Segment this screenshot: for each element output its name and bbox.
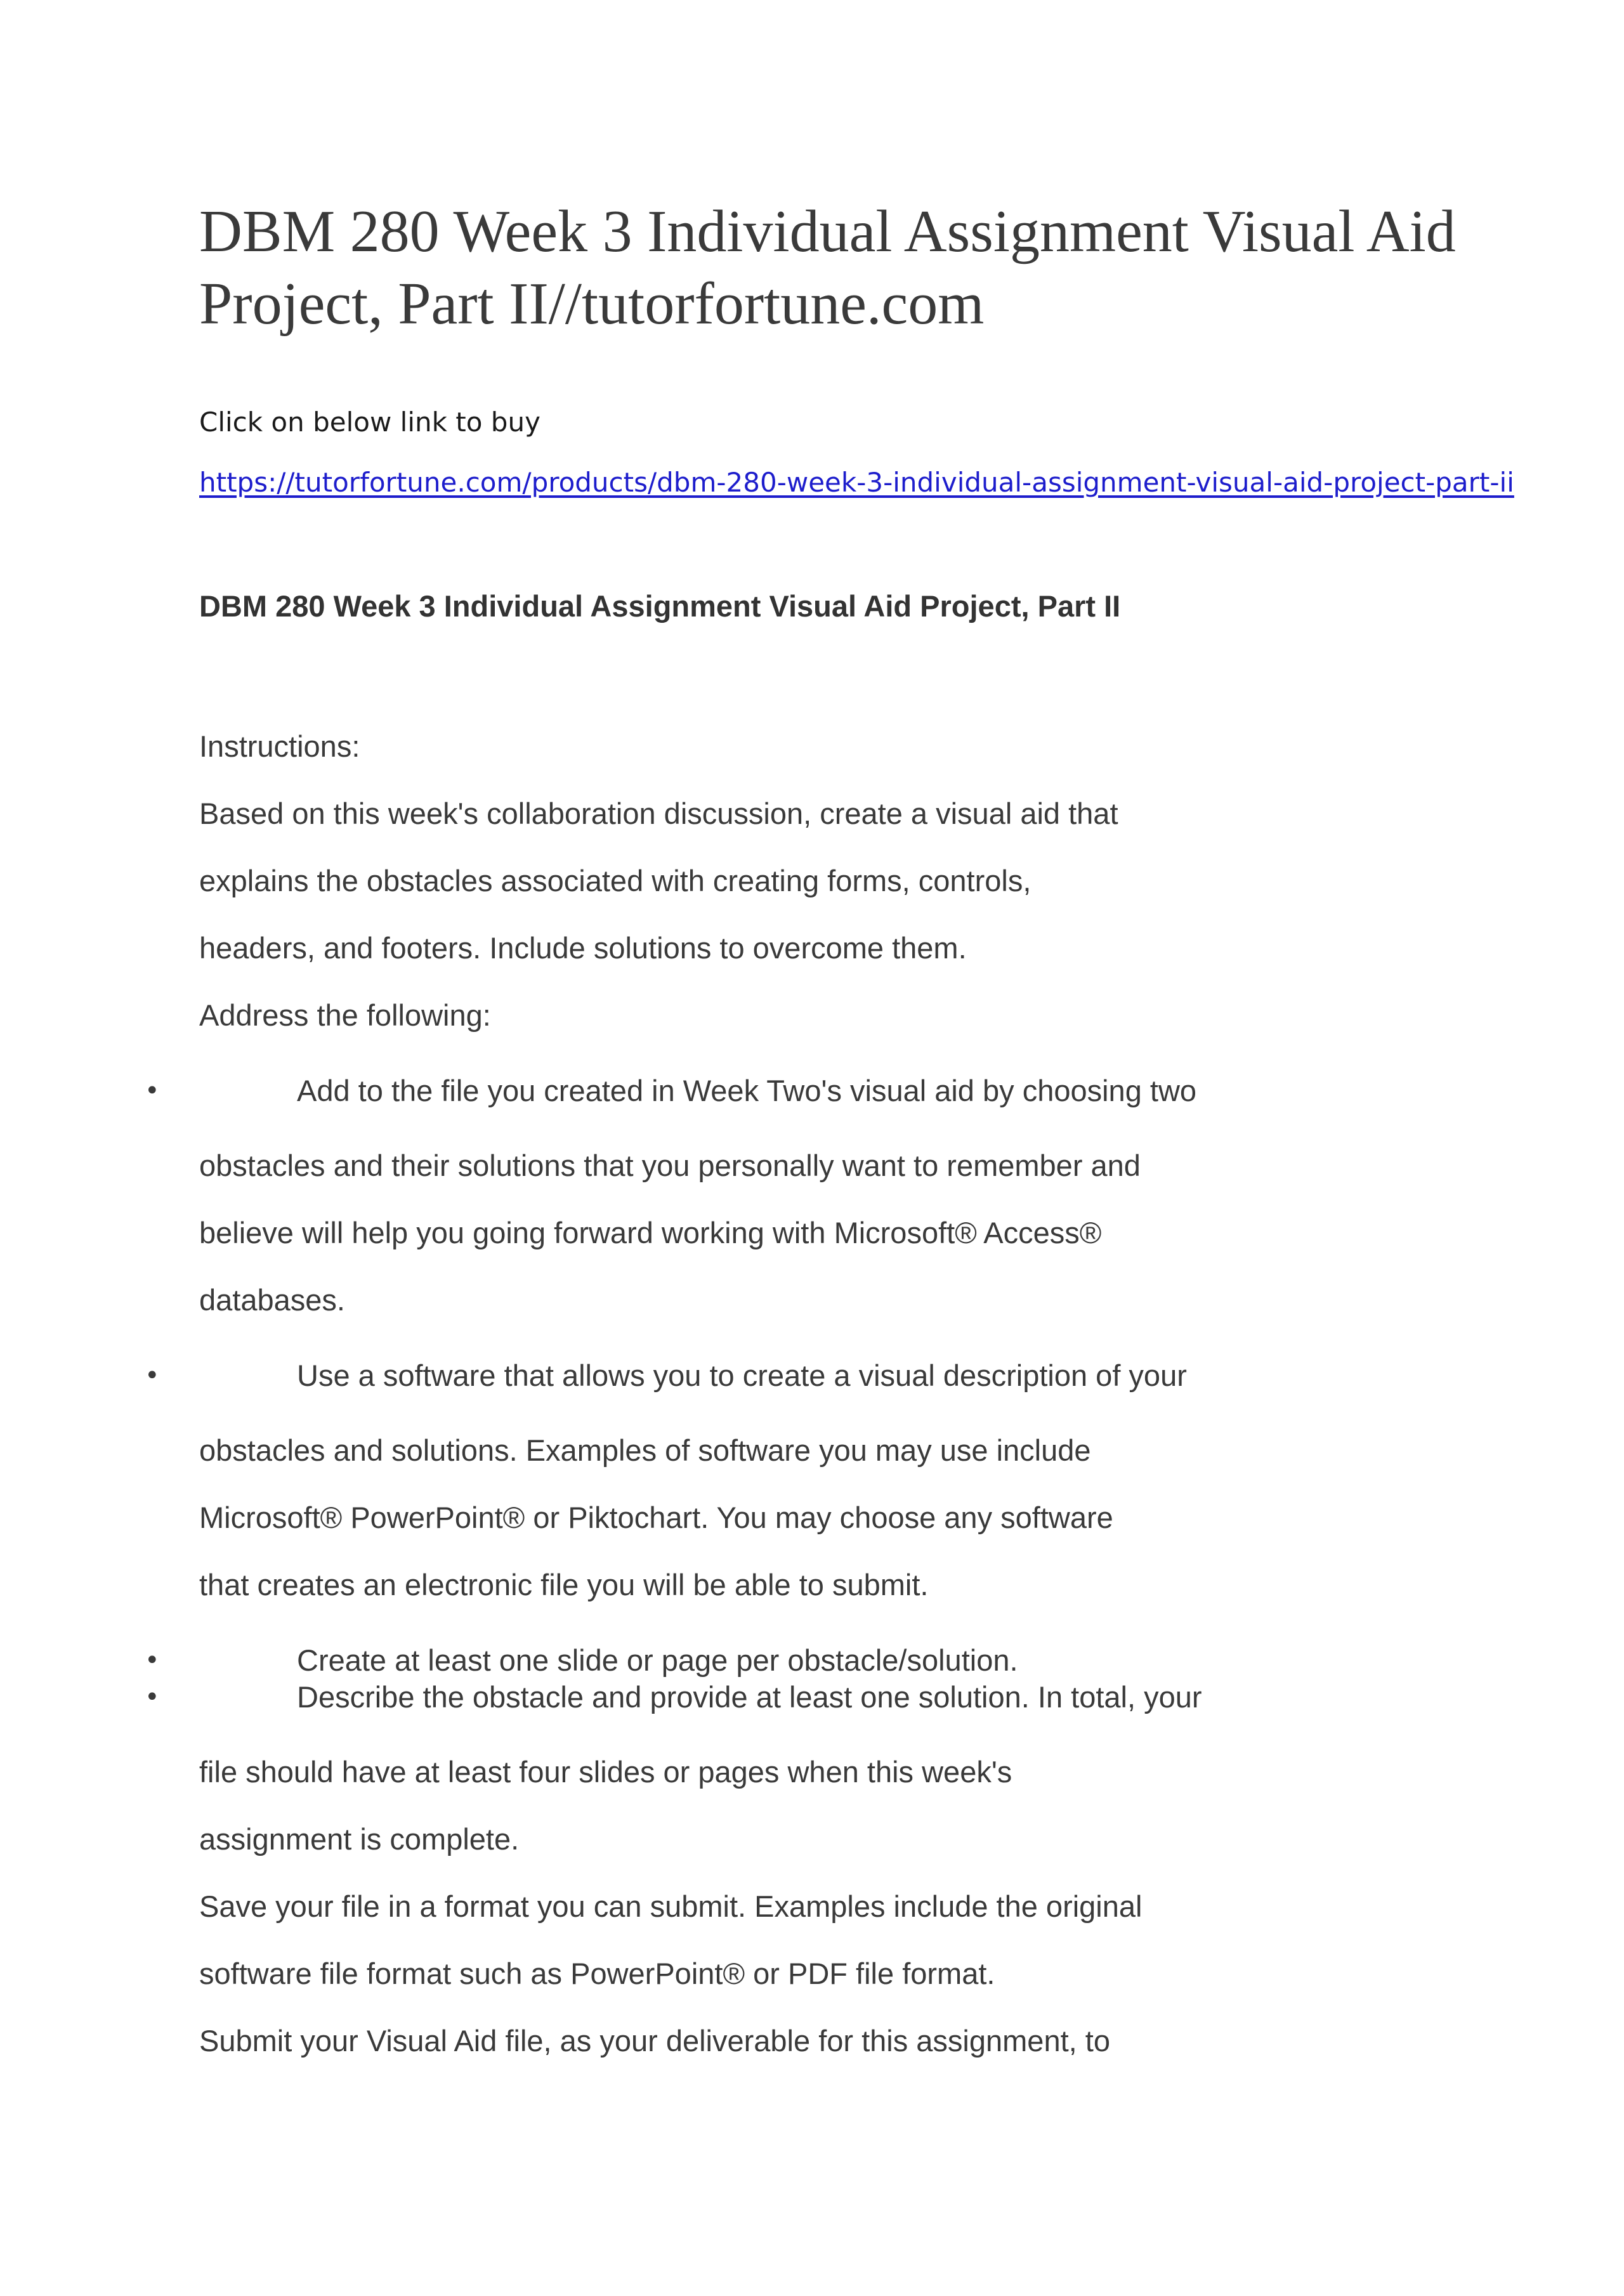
paragraph-line: obstacles and solutions. Examples of software you may use include	[199, 1433, 1091, 1467]
paragraph-line: Based on this week's collaboration discussion, create a visual aid that	[199, 797, 1118, 830]
paragraph-line: Save your file in a format you can submit. Examples include the original	[199, 1889, 1143, 1923]
assignment-subtitle: DBM 280 Week 3 Individual Assignment Visual Aid Project, Part II	[199, 589, 1121, 623]
list-item-text: Describe the obstacle and provide at least one solution. In total, your	[297, 1680, 1202, 1714]
bullet-marker: •	[145, 1646, 160, 1675]
document-title: DBM 280 Week 3 Individual Assignment Visual Aid Project, Part II//tutorfortune.com	[199, 199, 1456, 337]
paragraph-line: file should have at least four slides or pages when this week's	[199, 1755, 1012, 1789]
bullet-marker: •	[145, 1076, 160, 1106]
buy-link[interactable]: https://tutorfortune.com/products/dbm-280-week-3-individual-assignment-visual-aid-project-part-ii	[199, 467, 1514, 498]
list-item-text: Create at least one slide or page per obstacle/solution.	[297, 1643, 1018, 1677]
bullet-marker: •	[145, 1361, 160, 1390]
paragraph-line: Address the following:	[199, 998, 491, 1032]
paragraph-line: headers, and footers. Include solutions to overcome them.	[199, 931, 967, 965]
paragraph-line: assignment is complete.	[199, 1822, 520, 1856]
instructions-heading: Instructions:	[199, 729, 360, 763]
paragraph-line: that creates an electronic file you will be able to submit.	[199, 1568, 929, 1601]
paragraph-line: believe will help you going forward working with Microsoft® Access®	[199, 1216, 1102, 1249]
buy-prompt: Click on below link to buy	[199, 407, 540, 438]
paragraph-line: explains the obstacles associated with creating forms, controls,	[199, 864, 1031, 897]
paragraph-line: obstacles and their solutions that you personally want to remember and	[199, 1149, 1141, 1182]
paragraph-line: software file format such as PowerPoint® or PDF file format.	[199, 1957, 995, 1990]
bullet-marker: •	[145, 1683, 160, 1712]
list-item-text: Add to the file you created in Week Two's visual aid by choosing two	[297, 1074, 1197, 1107]
paragraph-line: Microsoft® PowerPoint® or Piktochart. You may choose any software	[199, 1501, 1113, 1534]
paragraph-line: Submit your Visual Aid file, as your deliverable for this assignment, to	[199, 2024, 1110, 2058]
paragraph-line: databases.	[199, 1283, 345, 1317]
list-item-text: Use a software that allows you to create a visual description of your	[297, 1359, 1187, 1392]
